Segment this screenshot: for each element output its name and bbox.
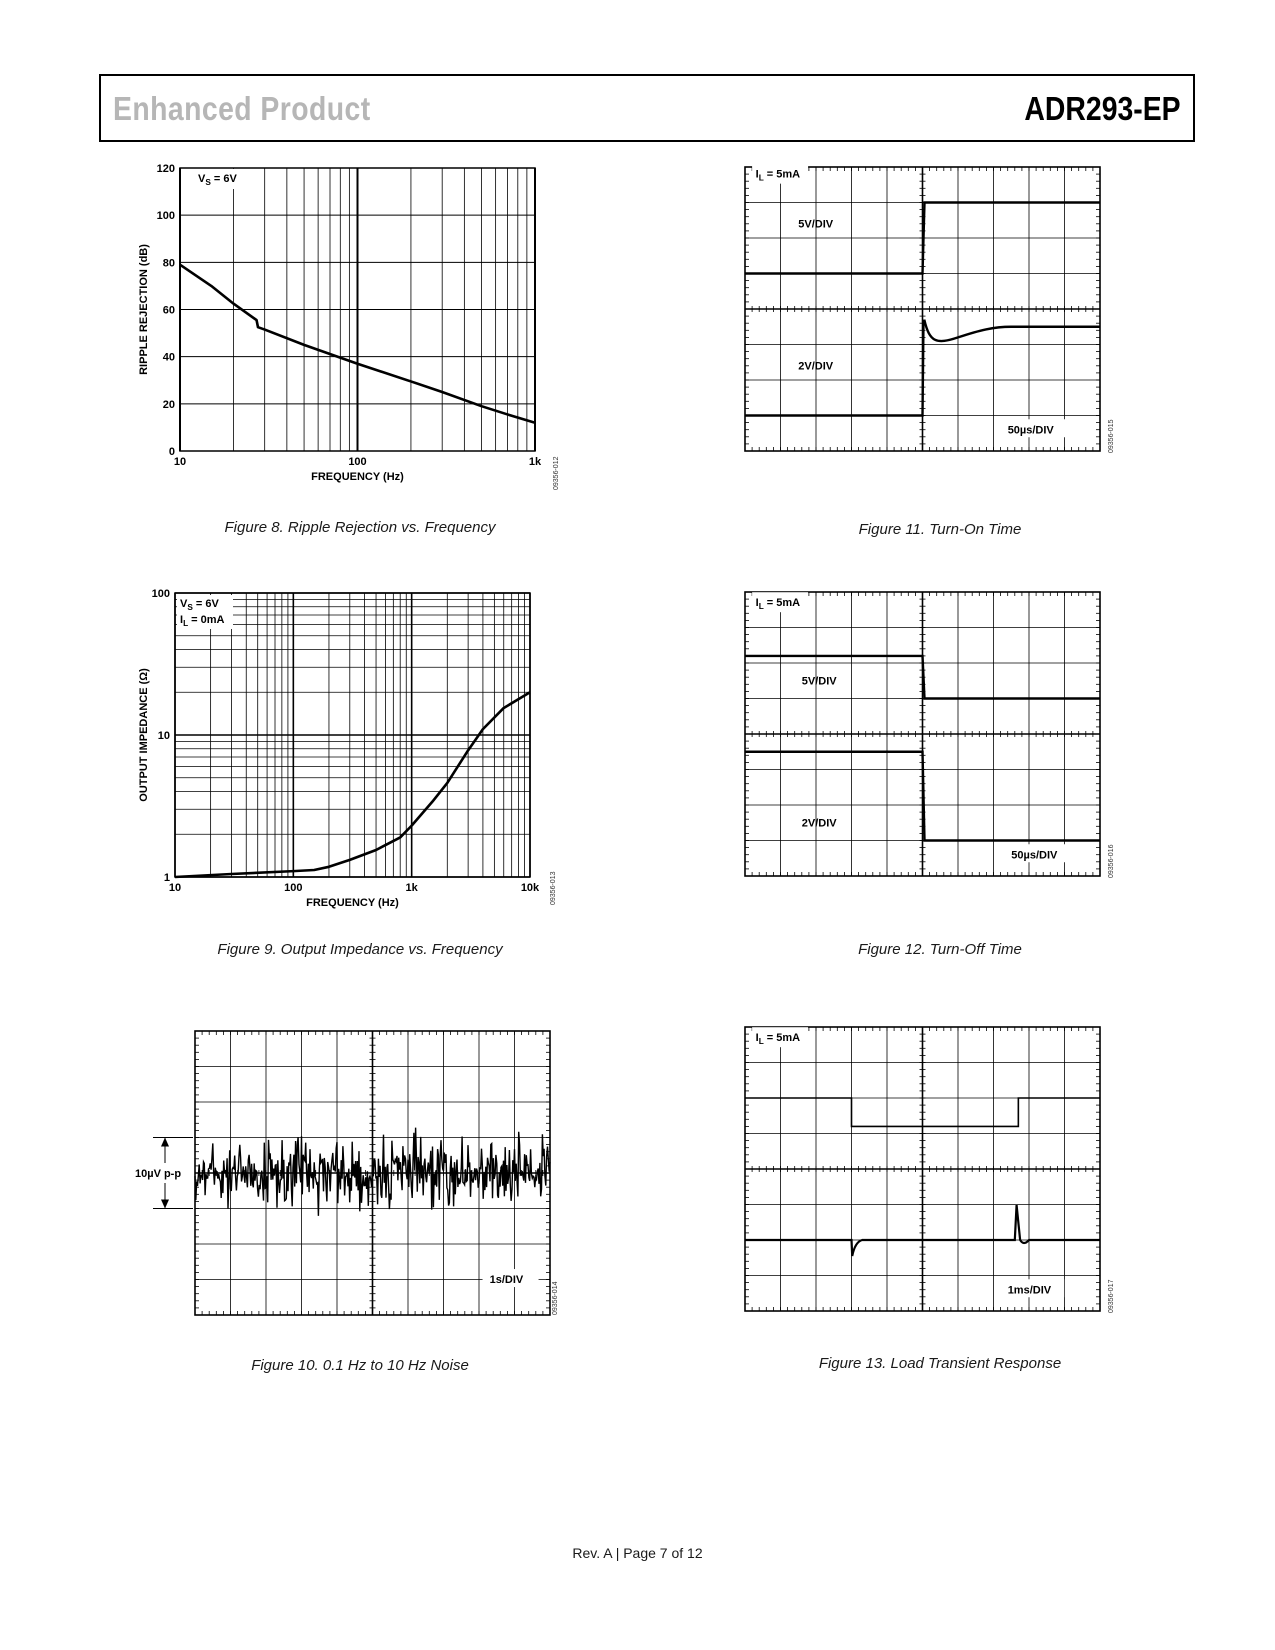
y-tick-label: 20 bbox=[162, 398, 175, 411]
y-tick-label: 60 bbox=[162, 304, 175, 317]
y-tick-label: 0 bbox=[168, 446, 175, 458]
time-scale-label: 50µs/DIV bbox=[1007, 424, 1054, 437]
figure-10-caption: Figure 10. 0.1 Hz to 10 Hz Noise bbox=[251, 1357, 469, 1374]
load-current-label: $I_L = 5mA$ bbox=[755, 168, 801, 183]
y-tick-label: 80 bbox=[162, 257, 175, 270]
figure-code-label: 09356-012 bbox=[553, 456, 560, 490]
time-scale-label: 50µs/DIV bbox=[1011, 849, 1058, 862]
figure-12-caption: Figure 12. Turn-Off Time bbox=[858, 941, 1022, 958]
time-scale-label: 1s/DIV bbox=[489, 1274, 524, 1287]
figure-11-caption: Figure 11. Turn-On Time bbox=[858, 521, 1022, 538]
y-tick-label: 120 bbox=[156, 163, 175, 175]
y-tick-label: 1 bbox=[163, 872, 170, 884]
y-axis-label: OUTPUT IMPEDANCE (Ω) bbox=[138, 668, 150, 802]
figure-11-turn-on-scope bbox=[735, 165, 1135, 480]
channel-1-scale-label: 5V/DIV bbox=[801, 675, 837, 688]
y-tick-label: 10 bbox=[157, 730, 170, 742]
load-current-annotation: $I_L = 0mA$ bbox=[180, 614, 225, 628]
figure-code-label: 09356-015 bbox=[1108, 419, 1115, 453]
y-tick-label: 100 bbox=[156, 210, 175, 223]
figure-8-caption: Figure 8. Ripple Rejection vs. Frequency bbox=[224, 519, 496, 536]
figure-13-caption: Figure 13. Load Transient Response bbox=[818, 1355, 1062, 1372]
x-axis-label: FREQUENCY (Hz) bbox=[306, 897, 399, 909]
header-product-line: Enhanced Product bbox=[113, 90, 371, 127]
x-tick-label: 1k bbox=[528, 456, 542, 468]
y-axis-label: RIPPLE REJECTION (dB) bbox=[138, 244, 150, 375]
figure-code-label: 09356-016 bbox=[1108, 844, 1115, 878]
x-tick-label: 10 bbox=[168, 882, 182, 894]
x-tick-label: 10 bbox=[173, 456, 187, 468]
channel-2-trace bbox=[924, 320, 1100, 341]
channel-1-scale-label: 5V/DIV bbox=[798, 218, 834, 231]
figure-code-label: 09356-013 bbox=[550, 871, 557, 905]
figure-13-load-transient-scope bbox=[735, 1025, 1135, 1335]
y-tick-label: 40 bbox=[162, 351, 175, 364]
page-footer: Rev. A | Page 7 of 12 bbox=[572, 1545, 703, 1561]
figure-code-label: 09356-017 bbox=[1108, 1279, 1115, 1313]
load-current-label: $I_L = 5mA$ bbox=[755, 597, 801, 612]
figure-10-noise-scope bbox=[135, 1025, 595, 1337]
output-impedance-curve bbox=[175, 692, 530, 877]
channel-2-edge bbox=[745, 320, 924, 416]
x-tick-label: 100 bbox=[284, 882, 303, 894]
supply-voltage-annotation: $V_S = 6V$ bbox=[180, 598, 219, 612]
pp-label: 10µV p-p bbox=[135, 1168, 182, 1180]
channel-2-scale-label: 2V/DIV bbox=[798, 360, 834, 373]
x-axis-label: FREQUENCY (Hz) bbox=[311, 471, 404, 483]
channel-2-scale-label: 2V/DIV bbox=[801, 817, 837, 830]
pp-arrow-head bbox=[161, 1200, 169, 1209]
supply-voltage-annotation: $V_S = 6V$ bbox=[198, 173, 237, 187]
figure-8-ripple-rejection-chart bbox=[130, 160, 590, 515]
load-current-label: $I_L = 5mA$ bbox=[755, 1032, 801, 1047]
x-tick-label: 10k bbox=[520, 882, 540, 894]
x-tick-label: 100 bbox=[348, 456, 367, 468]
pp-arrow-head bbox=[161, 1138, 169, 1147]
y-tick-label: 100 bbox=[151, 588, 170, 600]
figure-code-label: 09356-014 bbox=[552, 1281, 559, 1315]
time-scale-label: 1ms/DIV bbox=[1007, 1284, 1052, 1297]
header-part-number: ADR293-EP bbox=[1024, 90, 1181, 127]
figure-12-turn-off-scope bbox=[735, 590, 1135, 905]
figure-9-caption: Figure 9. Output Impedance vs. Frequency bbox=[217, 941, 503, 958]
page-header bbox=[99, 74, 1195, 142]
figure-9-output-impedance-chart bbox=[130, 585, 590, 930]
x-tick-label: 1k bbox=[405, 882, 418, 894]
